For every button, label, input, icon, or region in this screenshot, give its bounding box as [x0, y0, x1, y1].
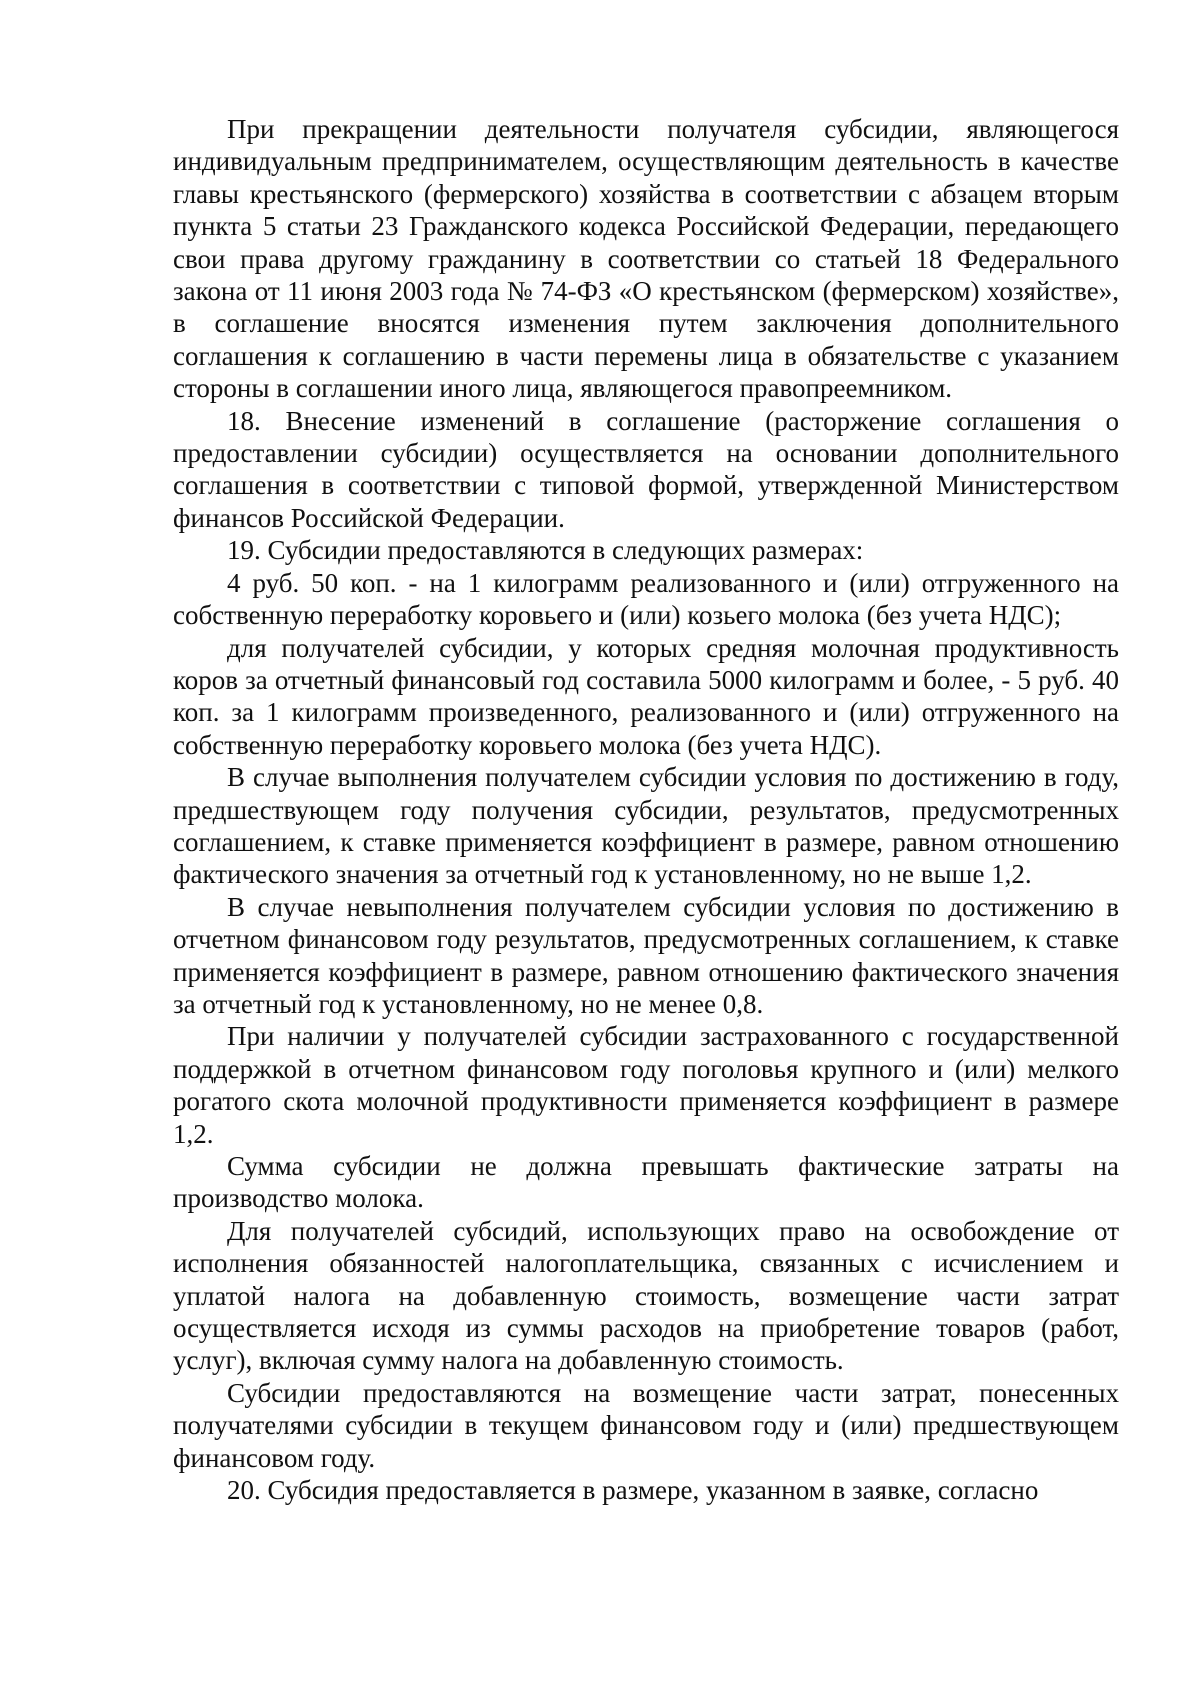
paragraph-rate-4-50: 4 руб. 50 коп. - на 1 килограмм реализованного и (или) отгруженного на собственную переработку коровьего и (или) козьего молока (без учета НДС); [173, 567, 1119, 631]
paragraph-cost-period: Субсидии предоставляются на возмещение части затрат, понесенных получателями субсидии в текущем финансовом году и (или) предшествующем финансовом году. [173, 1377, 1119, 1473]
paragraph-coefficient-nonfulfilment: В случае невыполнения получателем субсидии условия по достижению в отчетном финансовом году результатов, предусмотренных соглашением, к ставке применяется коэффициент в размере, равном отношению фактического значения за отчетный год к установленному, но не менее 0,8. [173, 891, 1119, 1019]
document-page [173, 113, 1119, 1506]
paragraph-18-amendments: 18. Внесение изменений в соглашение (расторжение соглашения о предоставлении субсидии) осуществляется на основании дополнительного соглашения в соответствии с типовой формой, утвержденной Министерством финансов Российской Федерации. [173, 405, 1119, 533]
paragraph-vat-exemption: Для получателей субсидий, использующих право на освобождение от исполнения обязанностей налогоплательщика, связанных с исчислением и уплатой налога на добавленную стоимость, возмещение части затрат осуществляется исходя из суммы расходов на приобретение товаров (работ, услуг), включая сумму налога на добавленную стоимость. [173, 1215, 1119, 1376]
paragraph-19-subsidy-sizes: 19. Субсидии предоставляются в следующих размерах: [227, 535, 864, 566]
paragraph-20-subsidy-amount: 20. Субсидия предоставляется в размере, указанном в заявке, согласно [227, 1475, 1039, 1506]
paragraph-coefficient-fulfilment: В случае выполнения получателем субсидии условия по достижению в году, предшествующем году получения субсидии, результатов, предусмотренных соглашением, к ставке применяется коэффициент в размере, равном отношению фактического значения за отчетный год к установленному, но не выше 1,2. [173, 762, 1119, 890]
paragraph-insured-livestock: При наличии у получателей субсидии застрахованного с государственной поддержкой в отчетном финансовом году поголовья крупного и (или) мелкого рогатого скота молочной продуктивности применяется коэффициент в размере 1,2. [173, 1021, 1119, 1149]
paragraph-termination-of-activity: При прекращении деятельности получателя субсидии, являющегося индивидуальным предпринимателем, осуществляющим деятельность в качестве главы крестьянского (фермерского) хозяйства в соответствии с абзацем вторым пункта 5 статьи 23 Гражданского кодекса Российской Федерации, передающего свои права другому гражданину в соответствии со статьей 18 Федерального закона от 11 июня 2003 года № 74-ФЗ «О крестьянском (фермерском) хозяйстве», в соглашение вносятся изменения путем заключения дополнительного соглашения к соглашению в части перемены лица в обязательстве с указанием стороны в соглашении иного лица, являющегося правопреемником. [173, 114, 1119, 404]
paragraph-rate-5-40: для получателей субсидии, у которых средняя молочная продуктивность коров за отчетный финансовый год составила 5000 килограмм и более, - 5 руб. 40 коп. за 1 килограмм произведенного, реализованного и (или) отгруженного на собственную переработку коровьего молока (без учета НДС). [173, 632, 1119, 760]
paragraph-subsidy-limit: Сумма субсидии не должна превышать фактические затраты на производство молока. [173, 1151, 1119, 1214]
